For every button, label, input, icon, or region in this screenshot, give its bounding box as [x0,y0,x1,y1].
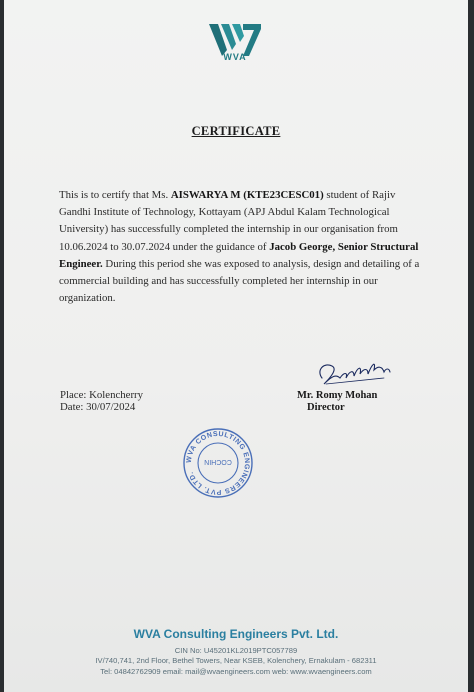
logo-text: WVA [223,52,247,62]
guide-name: Jacob George, Senior Structural Engineer. [59,240,419,270]
footer-cin: CIN No: U45201KL2019PTC057789 [174,646,298,655]
place-text: Place: Kolencherry [60,389,144,401]
footer-company-name: WVA Consulting Engineers Pvt. Ltd. [133,627,339,641]
date-text: Date: 30/07/2024 [60,401,136,413]
svg-text:WVA CONSULTING ENGINEERS PVT.: WVA CONSULTING ENGINEERS PVT. LTD. [185,430,251,496]
signatory-title: Director [307,402,345,413]
company-seal-stamp [182,427,254,499]
footer-contact: Tel: 04842762909 email: mail@wvaengineers.com web: www.wvaengineers.com [100,667,372,676]
body-end: During this period she was exposed to analysis, design and detailing of a commercial building and has successfully completed her internship in our organization. [59,257,420,305]
body-intro: This is to certify that Ms. [59,189,171,201]
footer-address: IV/740,741, 2nd Floor, Bethel Towers, Near KSEB, Kolenchery, Ernakulam - 682311 [95,656,377,665]
svg-text:COCHIN: COCHIN [204,458,232,465]
signatory-name: Mr. Romy Mohan [297,390,378,401]
handwritten-signature [314,356,392,390]
body-middle: student of Rajiv Gandhi Institute of Technology, Kottayam (APJ Abdul Kalam Technological University) has successfully completed the internship in our organisation from 10.06.2024 to 30.07.2024 under the guidance of [59,189,398,253]
certificate-body [59,187,421,307]
student-name: AISWARYA M (KTE23CESC01) [170,189,324,201]
certificate-page [4,0,468,692]
certificate-title: CERTIFICATE [191,124,281,138]
